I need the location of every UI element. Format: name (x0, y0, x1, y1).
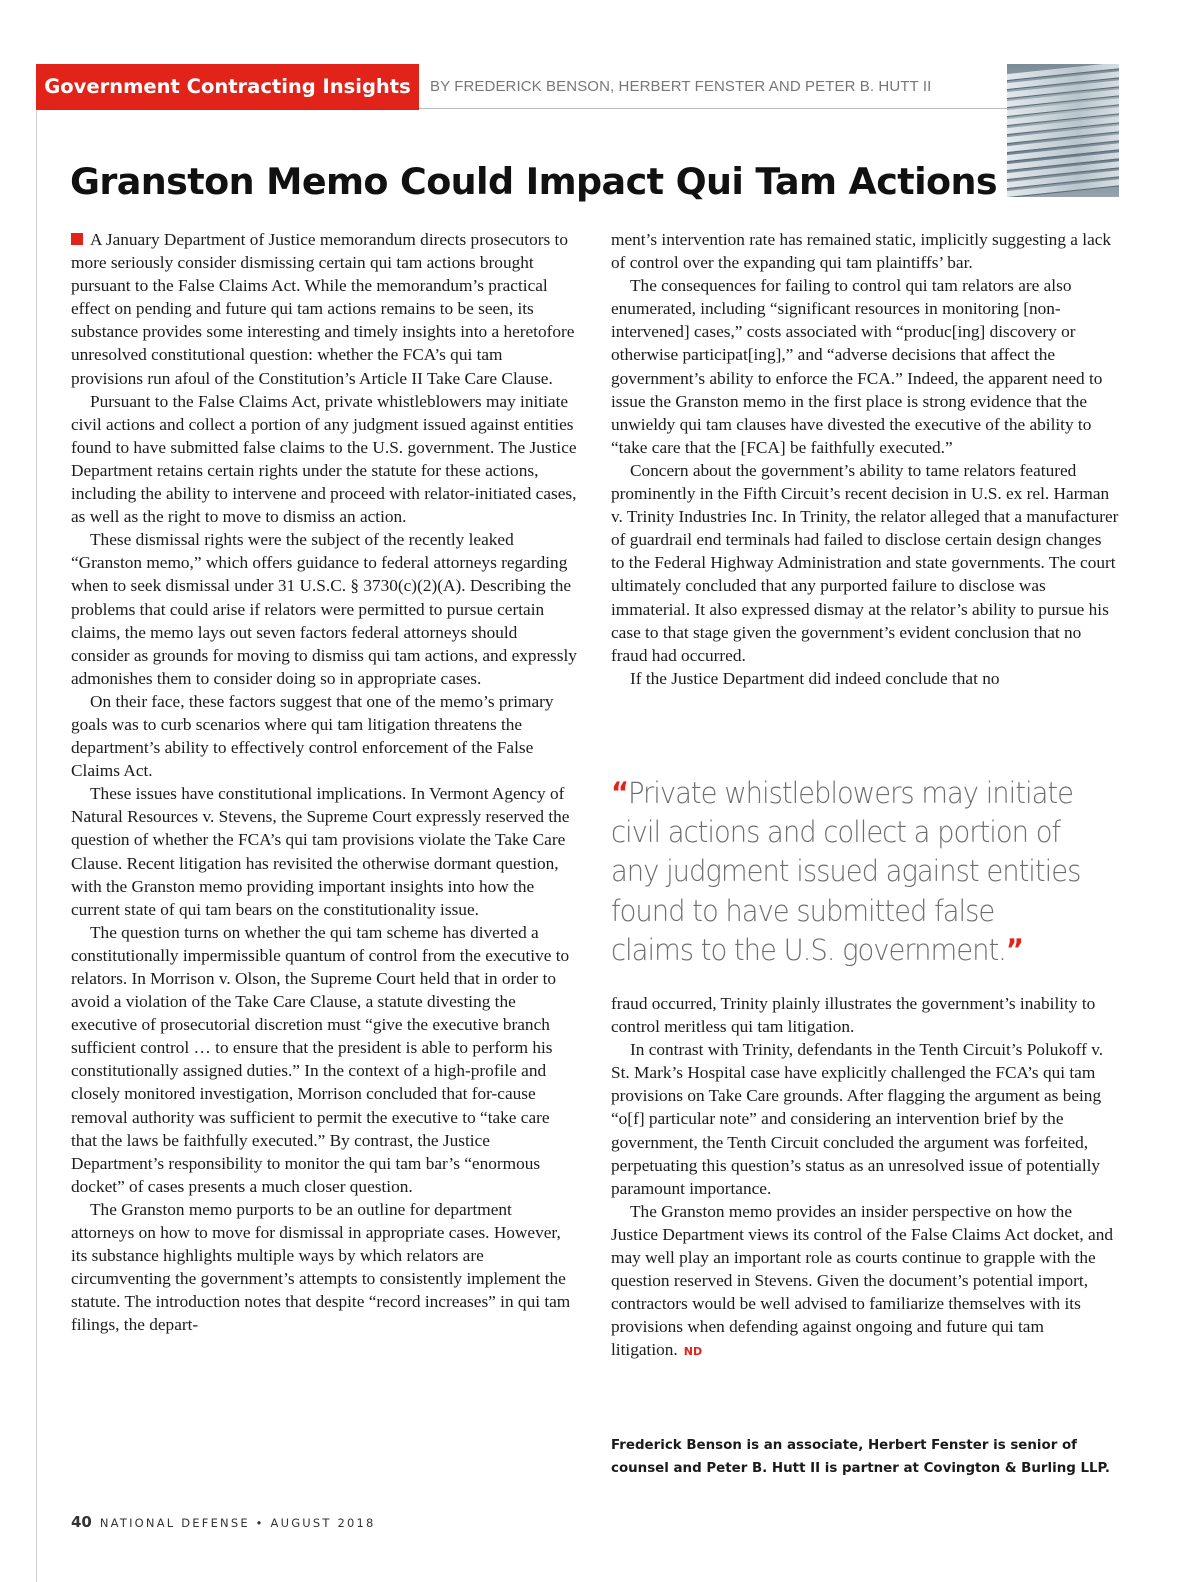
section-tag: Government Contracting Insights (36, 64, 419, 110)
page-footer (71, 1512, 376, 1531)
close-quote-mark: ” (1005, 932, 1023, 967)
paragraph: These issues have constitutional implications. In Vermont Agency of Natural Resources v. Stevens, the Supreme Court expressly reserved the question of whether the FCA’s qui tam provisions violate the Take Care Clause. Recent litigation has revisited the otherwise dormant question, with the Granston memo providing important insights into how the current state of qui tam bears on the constitutionality issue. (71, 784, 570, 919)
article-column-right-bottom (611, 992, 1119, 1364)
paragraph: If the Justice Department did indeed conclude that no (630, 668, 1000, 688)
paragraph: In contrast with Trinity, defendants in the Tenth Circuit’s Polukoff v. St. Mark’s Hospital case have explicitly challenged the FCA’s qui tam provisions on Take Care grounds. After flagging the argument as being “o[f] particular note” and considering an intervention brief by the government, the Tenth Circuit concluded the argument was forfeited, perpetuating this question’s status as an unresolved issue of potentially paramount importance. (611, 1040, 1104, 1198)
pull-quote-text: Private whistleblowers may initiate civil actions and collect a portion of any judgment issued against entities found to have submitted false claims to the U.S. government. (611, 776, 1081, 967)
lead-bullet-icon (71, 233, 83, 245)
paragraph (611, 1200, 1119, 1364)
paragraph-text: A January Department of Justice memorandum directs prosecutors to more seriously consider dismissing certain qui tam actions brought pursuant to the False Claims Act. While the memorandum’s practical effect on pending and future qui tam actions remains to be seen, its substance provides some interesting and timely insights into a heretofore unresolved constitutional question: whether the FCA’s qui tam provisions run afoul of the Constitution’s Article II Take Care Clause. (71, 230, 575, 388)
end-mark-icon: ND (683, 1345, 703, 1359)
author-bio: Frederick Benson is an associate, Herbert Fenster is senior of counsel and Peter B. Hutt II is partner at Covington & Burling LLP. (611, 1438, 1110, 1476)
paragraph-text: The Granston memo provides an insider perspective on how the Justice Department views its control of the False Claims Act docket, and may well play an important role as courts continue to grapple with the question reserved in Stevens. Given the document’s potential import, contractors would be well advised to familiarize themselves with its provisions when defending against ongoing and future qui tam litigation. (611, 1201, 1114, 1360)
paragraph: ment’s intervention rate has remained static, implicitly suggesting a lack of control over the expanding qui tam plaintiffs’ bar. (611, 230, 1112, 273)
page-number: 40 (71, 1513, 92, 1531)
paragraph: Pursuant to the False Claims Act, private whistleblowers may initiate civil actions and collect a portion of any judgment issued against entities found to have submitted false claims to the U.S. government. The Justice Department retains certain rights under the statute for these actions, including the ability to intervene and proceed with relator-initiated cases, as well as the right to move to dismiss an action. (71, 391, 577, 527)
byline: BY FREDERICK BENSON, HERBERT FENSTER AND PETER B. HUTT II (430, 78, 932, 95)
article-column-left (71, 228, 577, 1337)
paragraph: The consequences for failing to control qui tam relators are also enumerated, including “significant resources in monitoring [non-intervened] cases,” costs associated with “produc[ing] discovery or otherwise participat[ing],” and “adverse decisions that affect the government’s ability to enforce the FCA.” Indeed, the apparent need to issue the Granston memo in the first place is strong evidence that the unwieldy qui tam clauses have divested the executive of the ability to “take care that the [FCA] be faithfully executed.” (611, 276, 1103, 457)
publication-line: NATIONAL DEFENSE • AUGUST 2018 (99, 1516, 376, 1530)
open-quote-mark: “ (611, 776, 629, 810)
paragraph: These dismissal rights were the subject of the recently leaked “Granston memo,” which offers guidance to federal attorneys regarding when to seek dismissal under 31 U.S.C. § 3730(c)(2)(A). Describing the problems that could arise if relators were permitted to pursue certain claims, the memo lays out seven factors federal attorneys should consider as grounds for moving to dismiss qui tam actions, and expressly admonishes them to consider doing so in appropriate cases. (71, 530, 577, 688)
paragraph: The Granston memo purports to be an outline for department attorneys on how to move for dismissal in appropriate cases. However, its substance highlights multiple ways by which relators are circumventing the government’s attempts to consistently implement the statute. The introduction notes that despite “record increases” in qui tam filings, the depart- (71, 1199, 571, 1335)
paragraph (71, 228, 577, 390)
paragraph: On their face, these factors suggest that one of the memo’s primary goals was to curb scenarios where qui tam litigation threatens the department’s ability to effectively control enforcement of the False Claims Act. (71, 691, 554, 781)
article-column-right-top (611, 228, 1119, 690)
paragraph: fraud occurred, Trinity plainly illustrates the government’s inability to control meritless qui tam litigation. (611, 994, 1096, 1037)
paragraph: Concern about the government’s ability to tame relators featured prominently in the Fifth Circuit’s recent decision in U.S. ex rel. Harman v. Trinity Industries Inc. In Trinity, the relator alleged that a manufacturer of guardrail end terminals had failed to disclose certain design changes to the Federal Highway Administration and state governments. The court ultimately concluded that any purported failure to disclose was immaterial. It also expressed dismay at the relator’s ability to pursue his case to that stage given the government’s evident conclusion that no fraud had occurred. (611, 460, 1119, 665)
page-left-rule (36, 108, 37, 1582)
pull-quote (611, 774, 1083, 970)
paragraph: The question turns on whether the qui tam scheme has diverted a constitutionally impermissible quantum of control from the executive to relators. In Morrison v. Olson, the Supreme Court held that in order to avoid a violation of the Take Care Clause, a statute divesting the executive of prosecutorial discretion must “give the executive branch sufficient control … to ensure that the president is able to perform his constitutionally assigned duties.” In the context of a high-profile and closely monitored investigation, Morrison concluded that for-cause removal authority was sufficient to permit the executive to “take care that the laws be faithfully executed.” By contrast, the Justice Department’s responsibility to monitor the qui tam bar’s “enormous docket” of cases presents a much closer question. (71, 922, 570, 1196)
paper-stack-icon (1007, 64, 1119, 197)
article-headline: Granston Memo Could Impact Qui Tam Actions (70, 160, 997, 203)
